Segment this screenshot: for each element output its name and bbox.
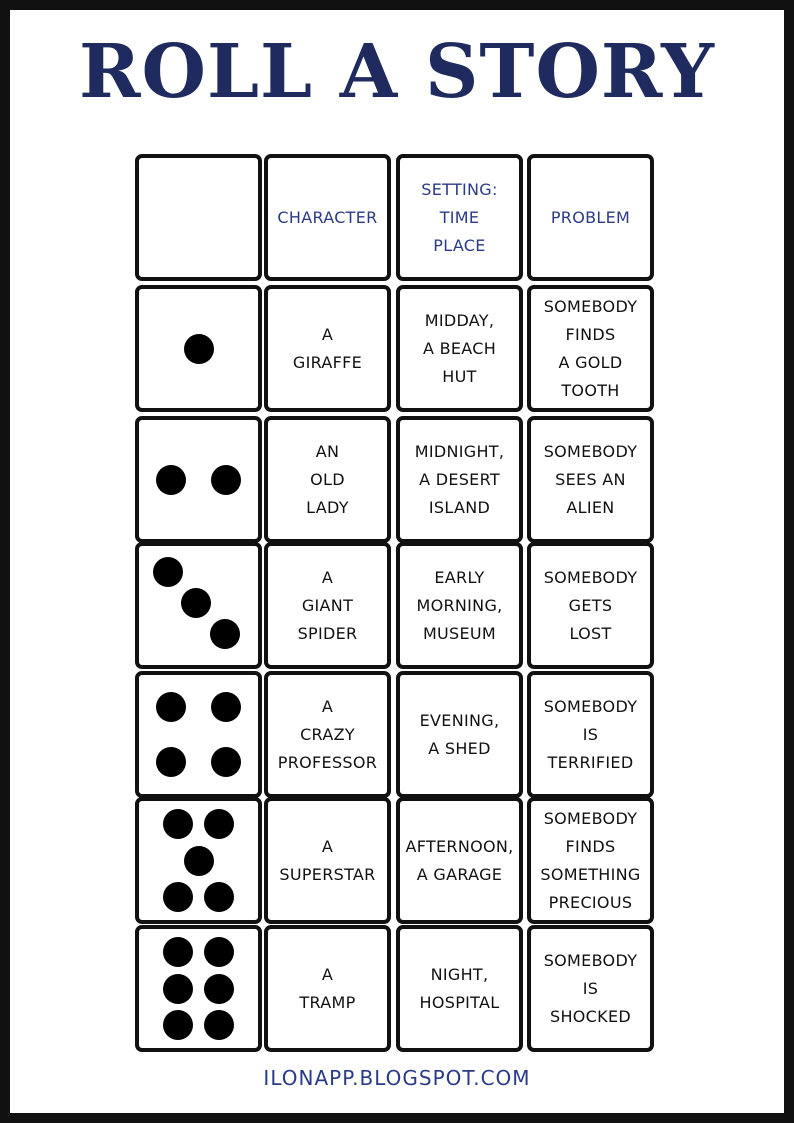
header-blank-cell: [135, 154, 262, 281]
problem-cell-5: [527, 797, 654, 924]
setting-cell-5: [396, 797, 523, 924]
die-pip: [163, 974, 193, 1004]
die-cell-5: [135, 797, 262, 924]
die-pip: [156, 692, 186, 722]
setting-cell-1: [396, 285, 523, 412]
problem-text: SOMEBODY IS SHOCKED: [543, 950, 638, 1026]
setting-cell-3: [396, 542, 523, 669]
die-pip: [181, 588, 211, 618]
die-cell-3: [135, 542, 262, 669]
problem-cell-4: [527, 671, 654, 798]
header-setting-cell: [396, 154, 523, 281]
footer-url: ILONAPP.BLOGSPOT.COM: [263, 1066, 531, 1090]
die-cell-4: [135, 671, 262, 798]
setting-cell-4: [396, 671, 523, 798]
problem-text: SOMEBODY IS TERRIFIED: [543, 696, 638, 772]
die-pip: [204, 974, 234, 1004]
setting-text: NIGHT, HOSPITAL: [419, 964, 500, 1012]
die-pip: [153, 557, 183, 587]
die-pip: [211, 747, 241, 777]
die-pip: [163, 809, 193, 839]
die-pip: [204, 809, 234, 839]
header-character-cell: [264, 154, 391, 281]
die-pip: [211, 692, 241, 722]
setting-cell-6: [396, 925, 523, 1052]
header-setting-label: SETTING: TIME PLACE: [421, 179, 498, 255]
die-pip: [156, 465, 186, 495]
die-pip: [163, 937, 193, 967]
character-text: A GIANT SPIDER: [297, 567, 358, 643]
character-text: A GIRAFFE: [292, 324, 363, 372]
character-text: A SUPERSTAR: [279, 836, 376, 884]
setting-text: MIDDAY, A BEACH HUT: [422, 310, 497, 386]
header-problem-cell: [527, 154, 654, 281]
setting-text: EVENING, A SHED: [419, 710, 500, 758]
problem-text: SOMEBODY GETS LOST: [543, 567, 638, 643]
problem-cell-2: [527, 416, 654, 543]
setting-text: EARLY MORNING, MUSEUM: [416, 567, 503, 643]
die-pip: [204, 882, 234, 912]
die-cell-2: [135, 416, 262, 543]
die-pip: [156, 747, 186, 777]
die-pip: [210, 619, 240, 649]
page-title: ROLL A STORY: [79, 29, 715, 115]
character-cell-4: [264, 671, 391, 798]
problem-text: SOMEBODY SEES AN ALIEN: [543, 441, 638, 517]
die-pip: [204, 937, 234, 967]
header-character-label: CHARACTER: [277, 207, 378, 227]
character-cell-3: [264, 542, 391, 669]
problem-text: SOMEBODY FINDS A GOLD TOOTH: [543, 296, 638, 400]
setting-cell-2: [396, 416, 523, 543]
die-cell-1: [135, 285, 262, 412]
die-pip: [163, 882, 193, 912]
character-cell-1: [264, 285, 391, 412]
character-cell-5: [264, 797, 391, 924]
character-text: A CRAZY PROFESSOR: [277, 696, 378, 772]
problem-cell-1: [527, 285, 654, 412]
character-cell-6: [264, 925, 391, 1052]
problem-cell-3: [527, 542, 654, 669]
header-problem-label: PROBLEM: [550, 207, 631, 227]
character-text: AN OLD LADY: [306, 441, 349, 517]
problem-text: SOMEBODY FINDS SOMETHING PRECIOUS: [540, 808, 641, 912]
die-pip: [211, 465, 241, 495]
die-pip: [163, 1010, 193, 1040]
character-cell-2: [264, 416, 391, 543]
die-pip: [204, 1010, 234, 1040]
die-pip: [184, 846, 214, 876]
die-cell-6: [135, 925, 262, 1052]
setting-text: MIDNIGHT, A DESERT ISLAND: [414, 441, 505, 517]
problem-cell-6: [527, 925, 654, 1052]
character-text: A TRAMP: [299, 964, 356, 1012]
die-pip: [184, 334, 214, 364]
setting-text: AFTERNOON, A GARAGE: [405, 836, 514, 884]
